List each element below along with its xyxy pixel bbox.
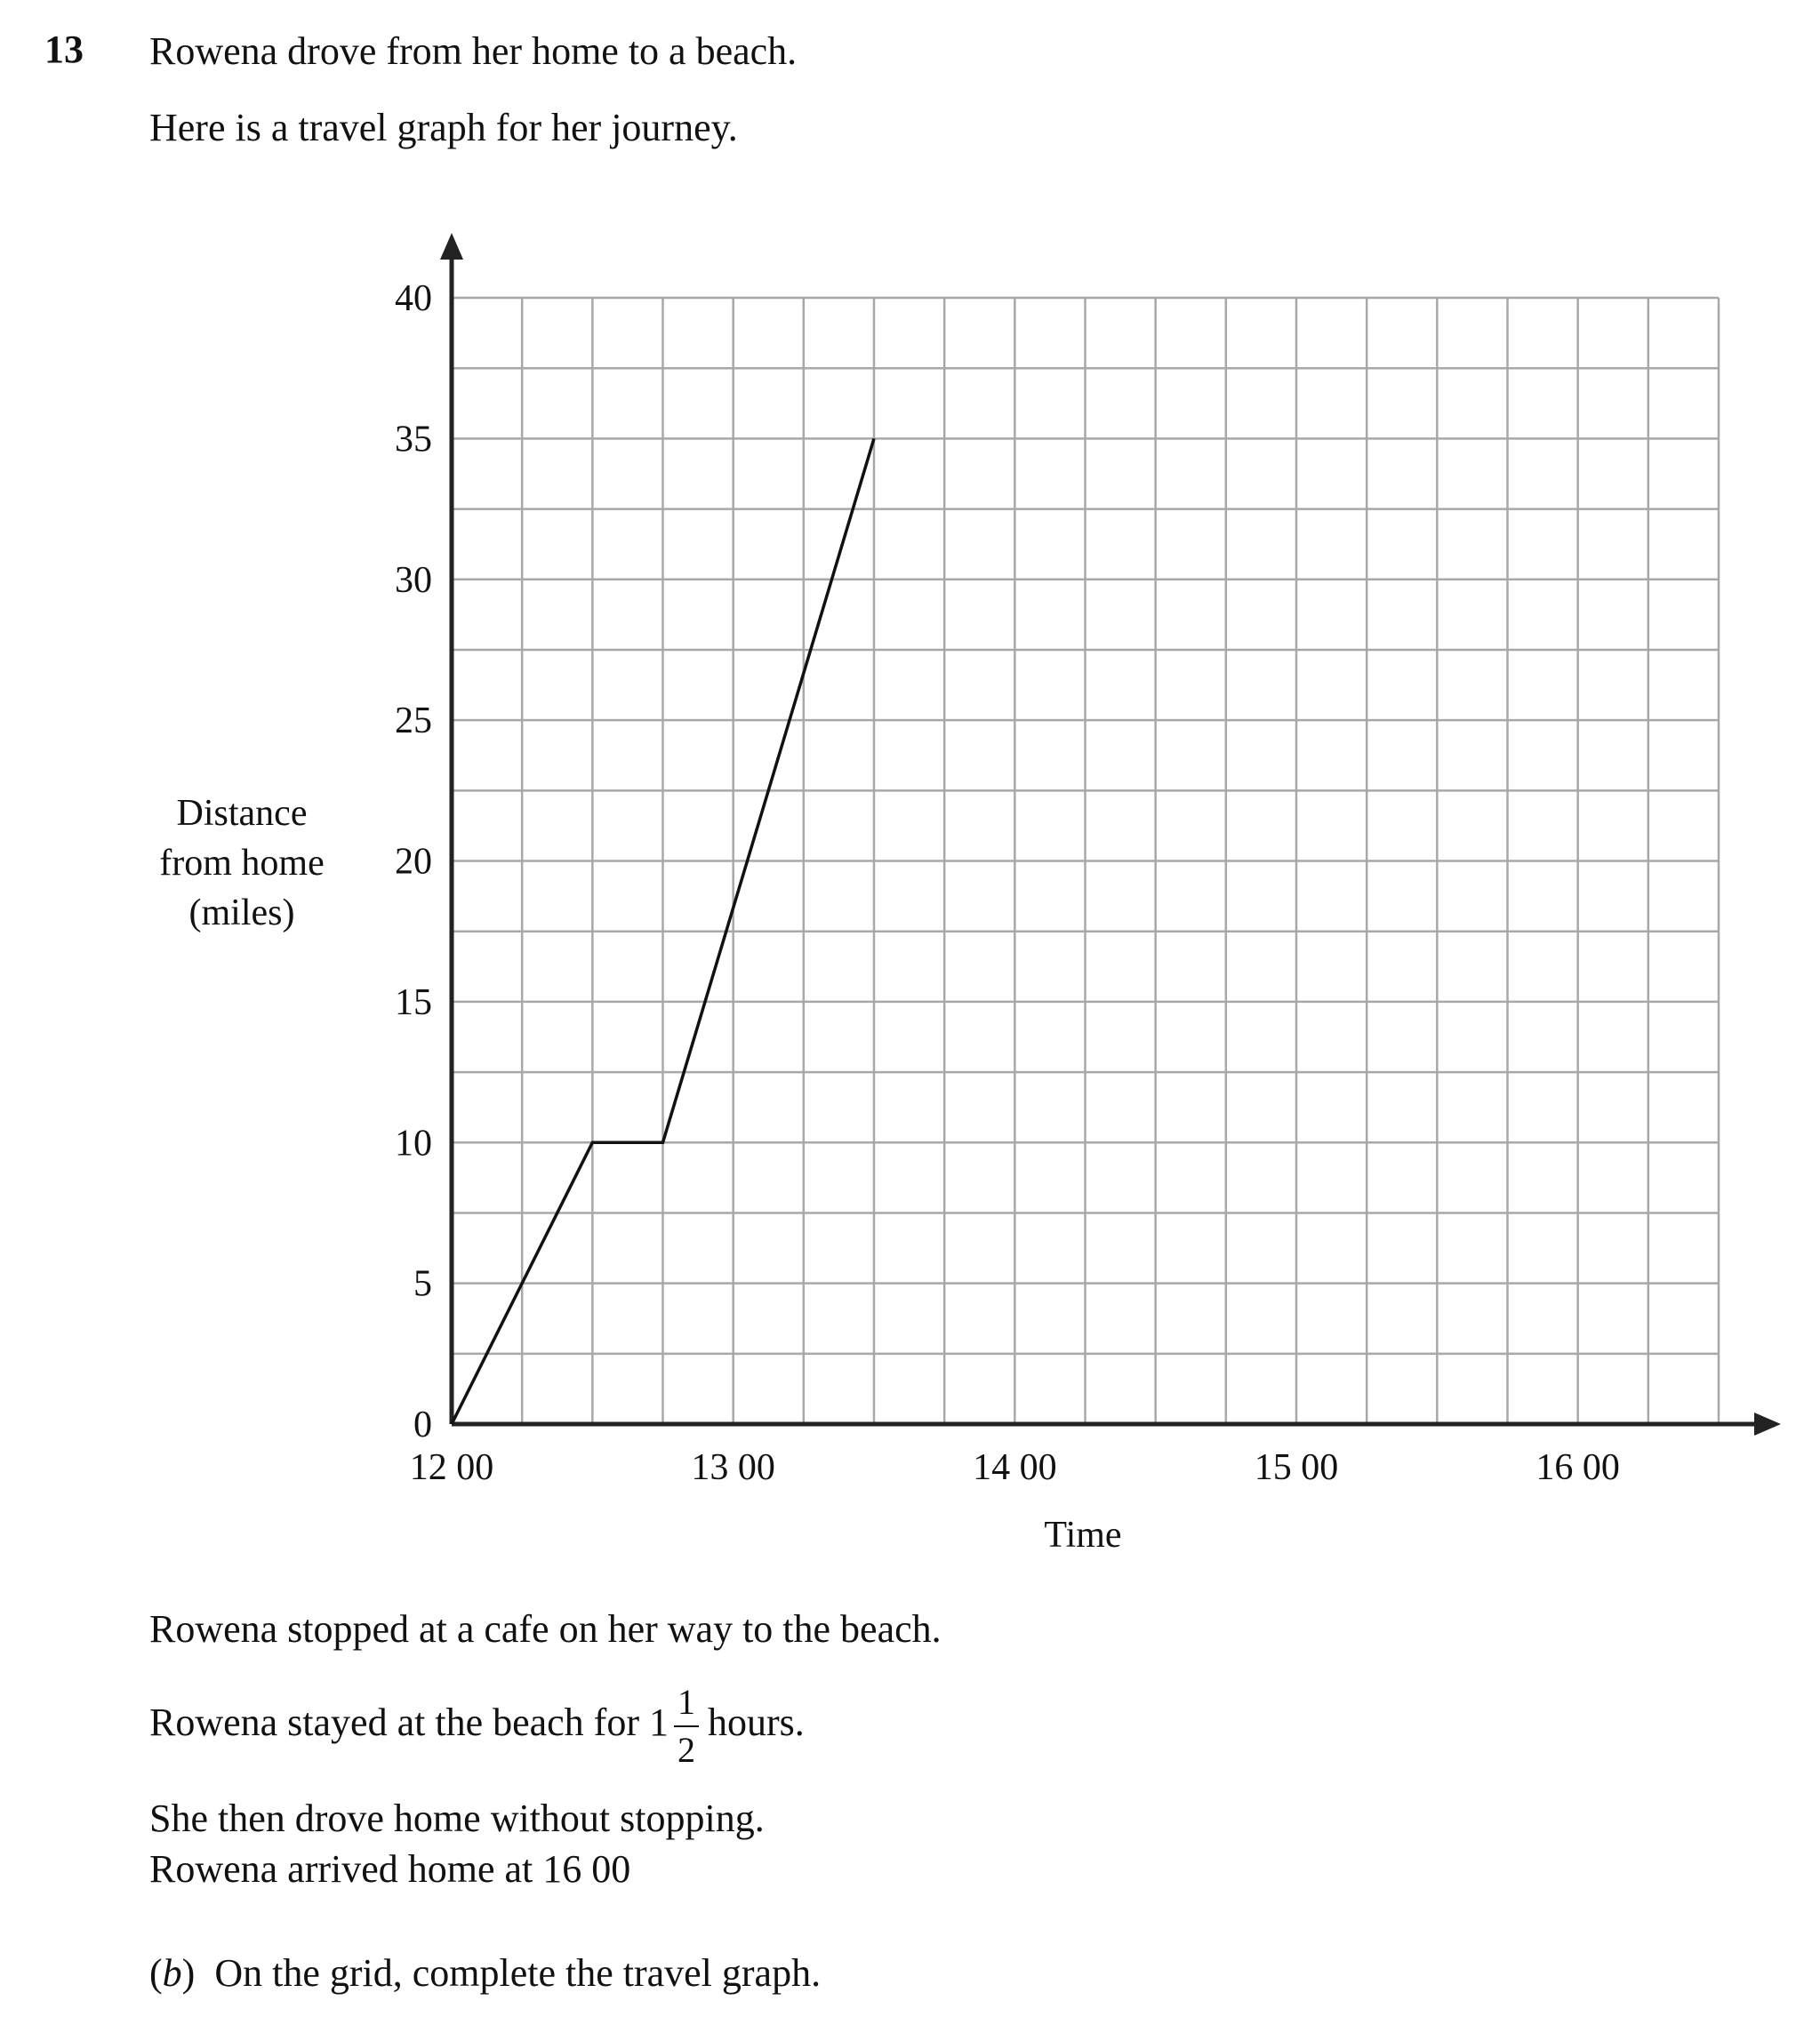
- x-axis-label: Time: [1044, 1515, 1122, 1556]
- y-axis-label-line: Distance: [176, 793, 308, 834]
- y-tick-label: 5: [413, 1263, 432, 1305]
- fraction-one-half: [674, 1682, 699, 1770]
- intro-line-1: Rowena drove from her home to a beach.: [149, 29, 798, 73]
- y-tick-label: 20: [395, 841, 432, 883]
- part-b-text: On the grid, complete the travel graph.: [214, 1951, 822, 1995]
- y-tick-label: 25: [395, 700, 432, 742]
- y-axis-arrow-icon: [440, 233, 463, 260]
- y-tick-label: 10: [395, 1123, 432, 1165]
- x-tick-label: 12 00: [409, 1447, 494, 1488]
- beach-stay-text: Rowena stayed at the beach for 1: [149, 1701, 669, 1745]
- x-axis-arrow-icon: [1754, 1413, 1781, 1436]
- beach-stay-unit: hours.: [708, 1701, 805, 1745]
- question-number: 13: [44, 28, 84, 71]
- intro-line-2: Here is a travel graph for her journey.: [149, 106, 738, 149]
- y-tick-label: 30: [395, 559, 432, 601]
- x-tick-label: 16 00: [1535, 1447, 1620, 1488]
- y-tick-label: 40: [395, 278, 432, 319]
- y-axis-label-line: (miles): [188, 892, 295, 933]
- part-b-line: (b) On the grid, complete the travel graph.: [149, 1951, 822, 1995]
- x-tick-label: 15 00: [1254, 1447, 1339, 1488]
- fraction-numerator: 1: [674, 1685, 699, 1727]
- x-tick-label: 13 00: [691, 1447, 775, 1488]
- y-axis-label-line: from home: [159, 843, 325, 884]
- y-tick-label: 0: [413, 1405, 432, 1445]
- arrived-home-line: Rowena arrived home at 16 00: [149, 1847, 631, 1891]
- beach-stay-line: [149, 1682, 805, 1770]
- cafe-line: Rowena stopped at a cafe on her way to the beach.: [149, 1607, 942, 1651]
- x-tick-label: 14 00: [973, 1447, 1057, 1488]
- fraction-denominator: 2: [677, 1730, 695, 1770]
- y-tick-label: 35: [395, 419, 432, 460]
- y-tick-label: 15: [395, 981, 432, 1023]
- drove-home-line: She then drove home without stopping.: [149, 1797, 765, 1840]
- part-label: b: [162, 1951, 182, 1995]
